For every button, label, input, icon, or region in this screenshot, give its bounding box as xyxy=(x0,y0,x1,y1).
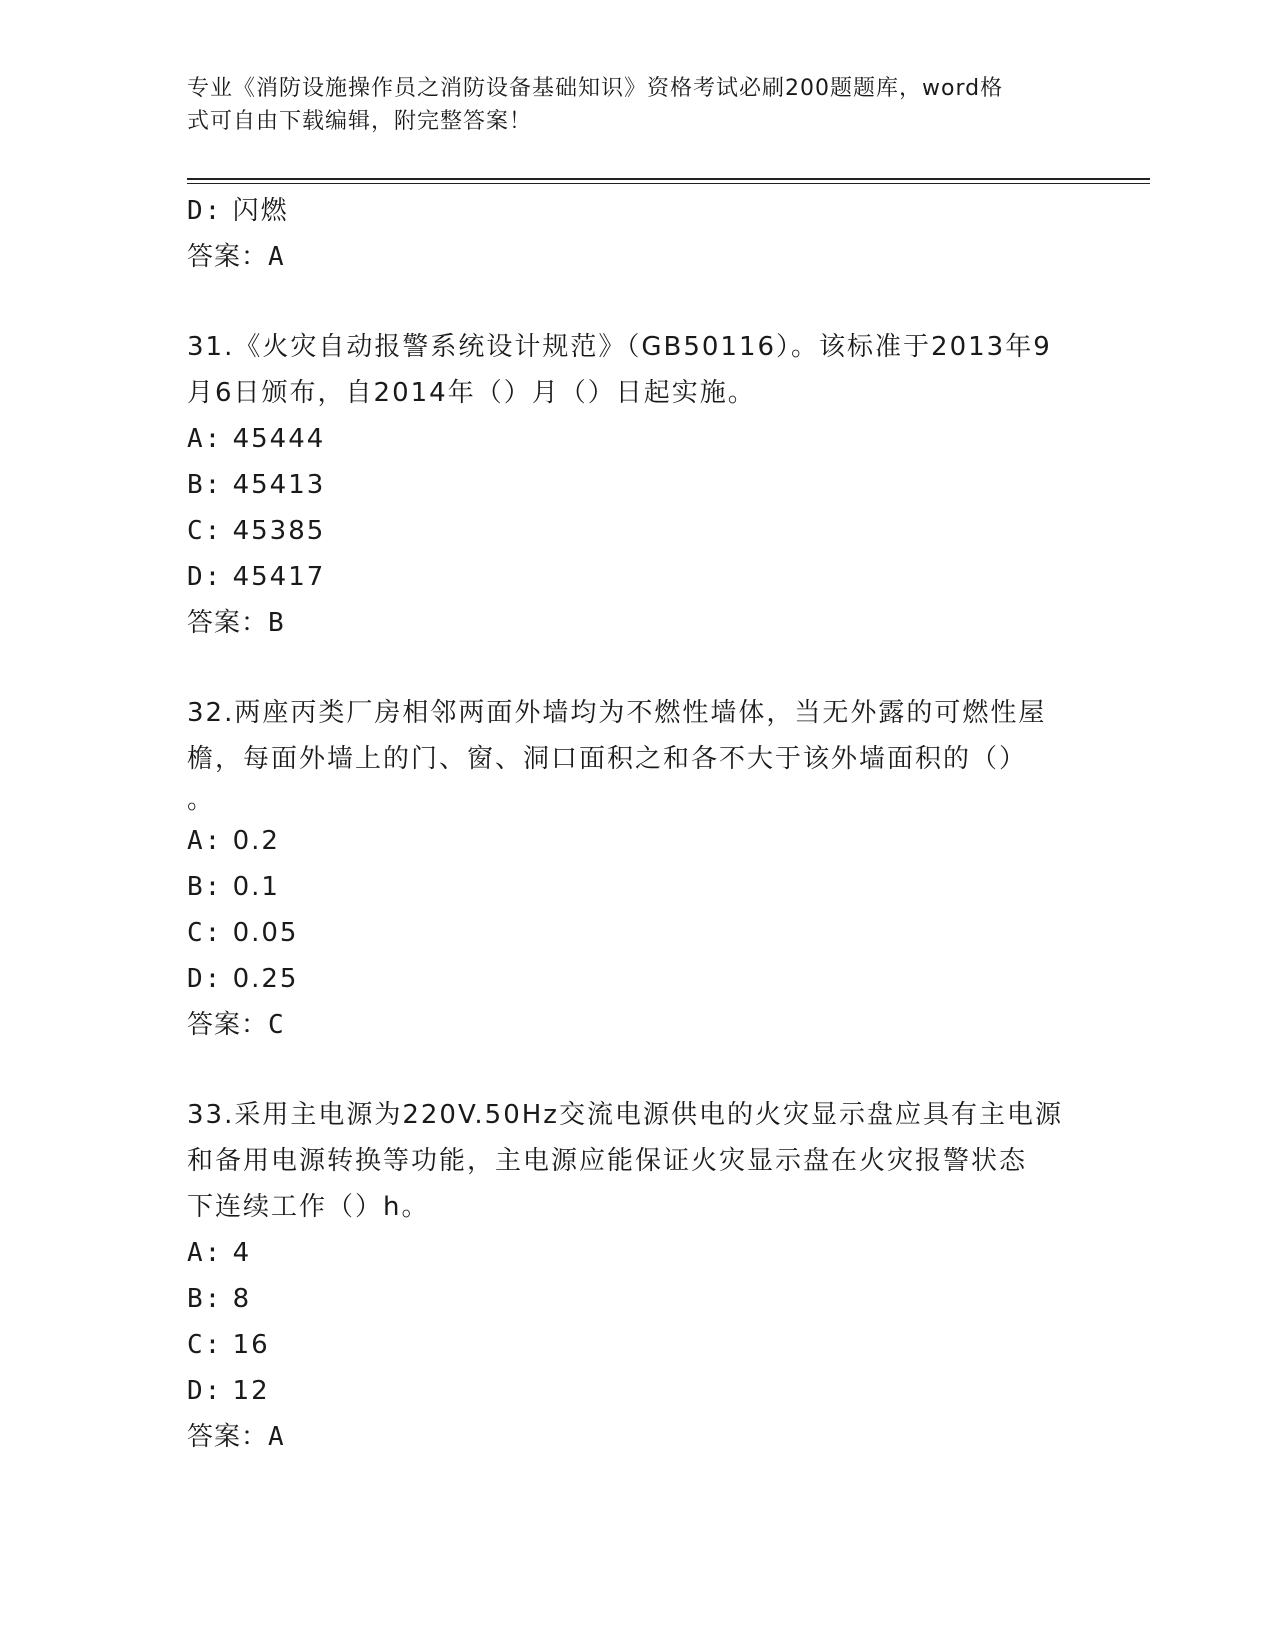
answer-line xyxy=(187,1414,1087,1460)
option-letter: B xyxy=(187,872,205,902)
option-d xyxy=(187,1368,1087,1414)
answer-line xyxy=(187,1002,1087,1048)
option-separator: : xyxy=(204,1284,223,1314)
option-a xyxy=(187,1230,1087,1276)
answer-label: 答案： xyxy=(187,1422,269,1452)
option-c xyxy=(187,508,1087,554)
option-separator: : xyxy=(204,1376,223,1406)
question-block xyxy=(187,324,1087,646)
option-d xyxy=(187,956,1087,1002)
option-separator: : xyxy=(204,918,223,948)
answer-value: C xyxy=(268,1010,285,1040)
stem-line: 31.《火灾自动报警系统设计规范》（GB50116）。该标准于2013年9 xyxy=(187,332,1052,362)
option-d xyxy=(187,188,1087,234)
option-letter: D xyxy=(187,196,205,226)
option-d xyxy=(187,554,1087,600)
option-letter: D xyxy=(187,562,205,592)
option-separator: : xyxy=(204,516,223,546)
option-separator: : xyxy=(204,470,223,500)
option-separator: : xyxy=(204,826,223,856)
header-divider-thin xyxy=(187,183,1150,184)
question-block xyxy=(187,690,1087,1048)
option-letter: D xyxy=(187,964,205,994)
answer-label: 答案： xyxy=(187,608,269,638)
option-letter: B xyxy=(187,1284,205,1314)
question-stem xyxy=(187,324,1087,416)
stem-line: 月6日颁布，自2014年（）月（）日起实施。 xyxy=(187,378,756,408)
option-c xyxy=(187,910,1087,956)
stem-line: 下连续工作（）h。 xyxy=(187,1192,430,1222)
option-b xyxy=(187,462,1087,508)
question-block xyxy=(187,1092,1087,1460)
header-title-line-2: 式可自由下载编辑，附完整答案！ xyxy=(187,109,533,134)
option-text: 0.25 xyxy=(232,964,299,994)
option-text: 8 xyxy=(232,1284,252,1314)
stem-line: 33.采用主电源为220V.50Hz交流电源供电的火灾显示盘应具有主电源 xyxy=(187,1100,1063,1130)
option-text: 45385 xyxy=(232,516,326,546)
header-divider-thick xyxy=(187,178,1150,180)
option-letter: C xyxy=(187,516,205,546)
answer-label: 答案： xyxy=(187,1010,269,1040)
option-a xyxy=(187,416,1087,462)
option-text: 45444 xyxy=(232,424,326,454)
stem-line: 檐，每面外墙上的门、窗、洞口面积之和各不大于该外墙面积的（） xyxy=(187,744,1028,774)
option-text: 0.05 xyxy=(232,918,299,948)
stem-line: 。 xyxy=(187,785,216,815)
option-letter: A xyxy=(187,1238,205,1268)
option-separator: : xyxy=(204,964,223,994)
question-content xyxy=(187,188,1087,1460)
option-text: 4 xyxy=(232,1238,252,1268)
stem-line: 32.两座丙类厂房相邻两面外墙均为不燃性墙体，当无外露的可燃性屋 xyxy=(187,698,1047,728)
option-separator: : xyxy=(204,424,223,454)
option-text: 闪燃 xyxy=(232,196,289,226)
option-separator: : xyxy=(204,562,223,592)
option-b xyxy=(187,1276,1087,1322)
option-letter: A xyxy=(187,826,205,856)
option-separator: : xyxy=(204,872,223,902)
answer-label: 答案： xyxy=(187,242,269,272)
option-c xyxy=(187,1322,1087,1368)
page-header xyxy=(187,72,1067,138)
option-text: 12 xyxy=(232,1376,270,1406)
option-text: 45413 xyxy=(232,470,326,500)
option-text: 0.2 xyxy=(232,826,280,856)
option-letter: C xyxy=(187,1330,205,1360)
option-letter: C xyxy=(187,918,205,948)
question-stem xyxy=(187,1092,1087,1230)
option-letter: A xyxy=(187,424,205,454)
option-letter: B xyxy=(187,470,205,500)
option-text: 16 xyxy=(232,1330,270,1360)
stem-line: 和备用电源转换等功能，主电源应能保证火灾显示盘在火灾报警状态 xyxy=(187,1146,1028,1176)
question-stem xyxy=(187,690,1087,818)
option-b xyxy=(187,864,1087,910)
option-separator: : xyxy=(204,1238,223,1268)
option-separator: : xyxy=(204,1330,223,1360)
answer-line xyxy=(187,600,1087,646)
option-text: 45417 xyxy=(232,562,326,592)
answer-line xyxy=(187,234,1087,280)
option-letter: D xyxy=(187,1376,205,1406)
answer-value: A xyxy=(268,242,285,272)
option-text: 0.1 xyxy=(232,872,280,902)
header-title-line-1: 专业《消防设施操作员之消防设备基础知识》资格考试必刷200题题库，word格 xyxy=(187,76,1004,101)
answer-value: A xyxy=(268,1422,285,1452)
answer-value: B xyxy=(268,608,285,638)
option-separator: : xyxy=(204,196,223,226)
option-a xyxy=(187,818,1087,864)
